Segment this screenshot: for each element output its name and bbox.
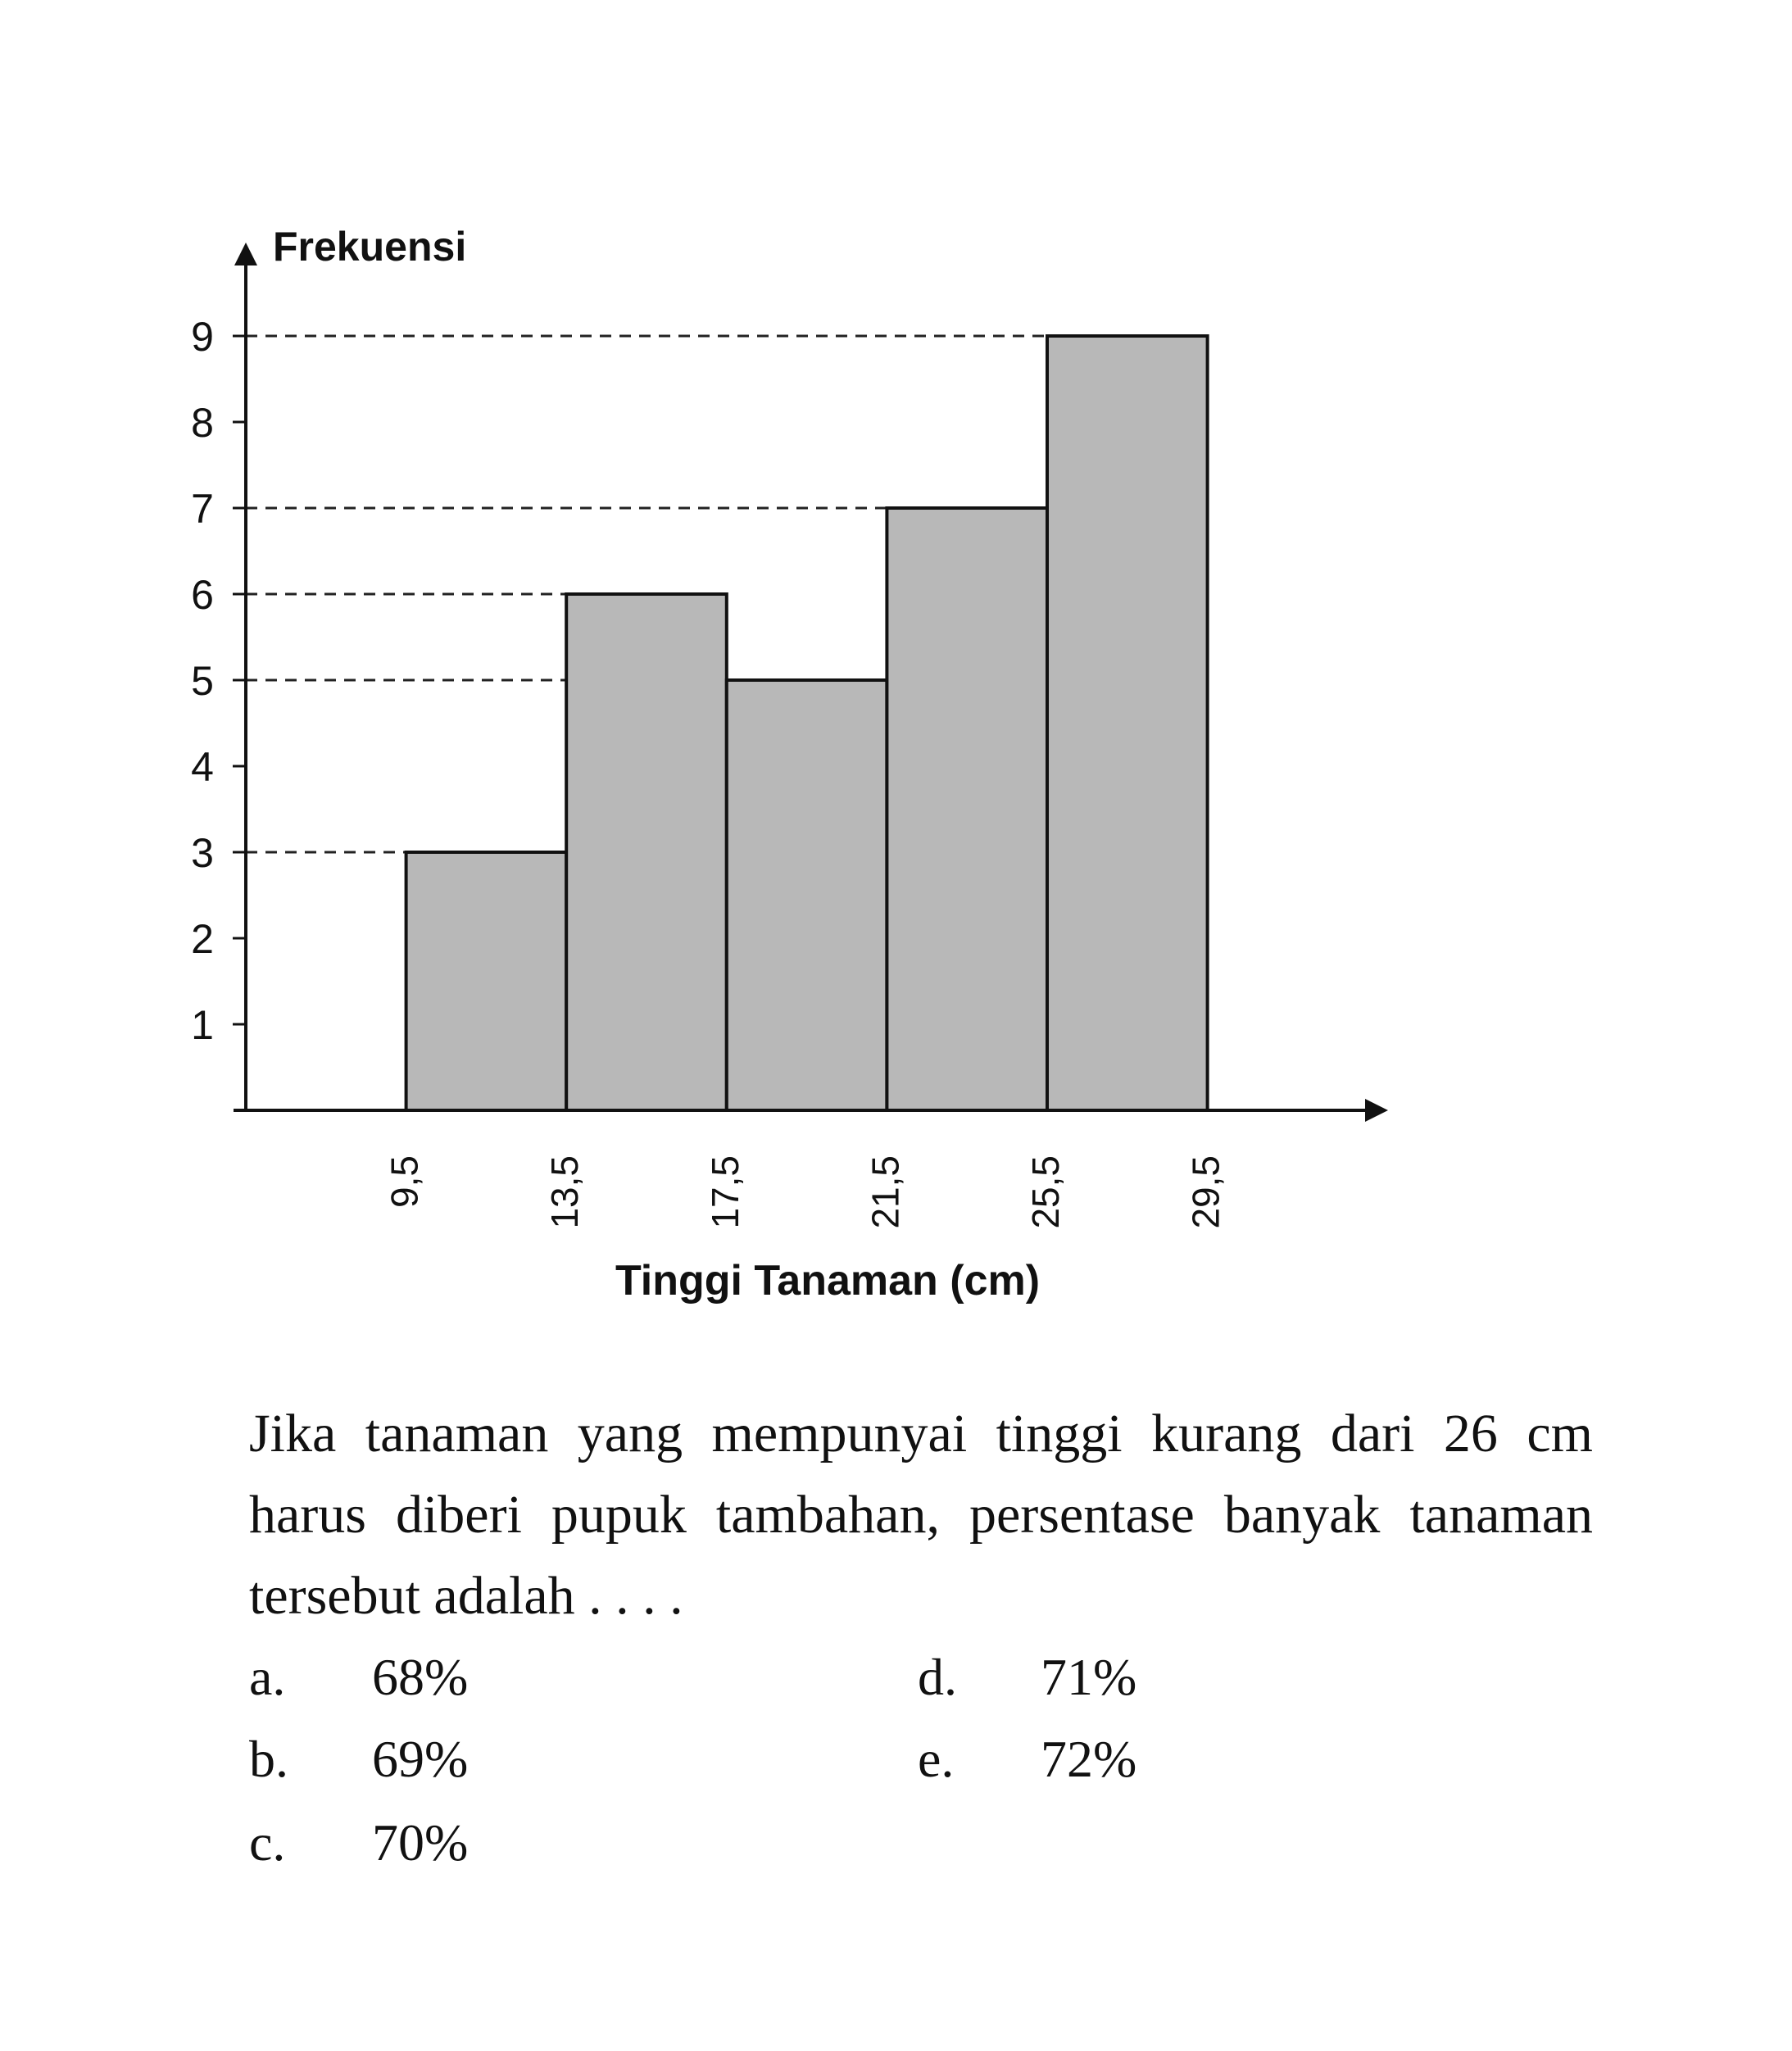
histogram-bar-5 <box>1047 336 1208 1110</box>
option-letter: a. <box>249 1648 286 1706</box>
x-tick-label-4: 21,5 <box>864 1155 907 1229</box>
histogram-bar-3 <box>727 680 887 1110</box>
option-a[interactable] <box>249 1647 468 1708</box>
y-axis-label: Frekuensi <box>273 224 467 270</box>
y-axis-ticks <box>191 314 246 1048</box>
x-tick-label-1: 9,5 <box>383 1155 426 1208</box>
y-tick-label-3: 3 <box>191 830 214 876</box>
y-tick-label-1: 1 <box>191 1002 214 1048</box>
histogram-bar-1 <box>406 852 567 1110</box>
option-e[interactable] <box>918 1729 1136 1790</box>
histogram-bar-4 <box>887 508 1047 1110</box>
question-text: Jika tanaman yang mempunyai tinggi kurang dari 26 cm harus diberi pupuk tambahan, persentase banyak tanaman tersebut adalah . . . . <box>249 1404 1593 1626</box>
option-value: 68% <box>372 1648 469 1706</box>
option-letter: d. <box>918 1648 957 1706</box>
histogram-bars <box>406 336 1208 1110</box>
y-tick-label-6: 6 <box>191 572 214 618</box>
x-tick-label-6: 29,5 <box>1184 1155 1227 1229</box>
option-letter: b. <box>249 1730 288 1788</box>
y-tick-label-4: 4 <box>191 744 214 790</box>
y-tick-label-7: 7 <box>191 486 214 532</box>
option-value: 71% <box>1041 1648 1137 1706</box>
y-tick-label-9: 9 <box>191 314 214 360</box>
option-value: 72% <box>1041 1730 1137 1788</box>
x-tick-label-2: 13,5 <box>543 1155 587 1229</box>
y-tick-label-8: 8 <box>191 400 214 446</box>
x-axis-label: Tinggi Tanaman (cm) <box>615 1257 1041 1305</box>
x-tick-label-5: 25,5 <box>1024 1155 1067 1229</box>
option-value: 70% <box>372 1813 469 1872</box>
option-b[interactable] <box>249 1729 468 1790</box>
option-letter: c. <box>249 1813 286 1872</box>
x-axis-ticks <box>383 1155 1227 1229</box>
option-c[interactable] <box>249 1813 468 1873</box>
y-tick-label-2: 2 <box>191 916 214 962</box>
histogram-bar-2 <box>566 594 727 1110</box>
x-tick-label-3: 17,5 <box>703 1155 746 1229</box>
option-letter: e. <box>918 1730 955 1788</box>
option-value: 69% <box>372 1730 469 1788</box>
y-tick-label-5: 5 <box>191 658 214 704</box>
option-d[interactable] <box>918 1647 1136 1708</box>
